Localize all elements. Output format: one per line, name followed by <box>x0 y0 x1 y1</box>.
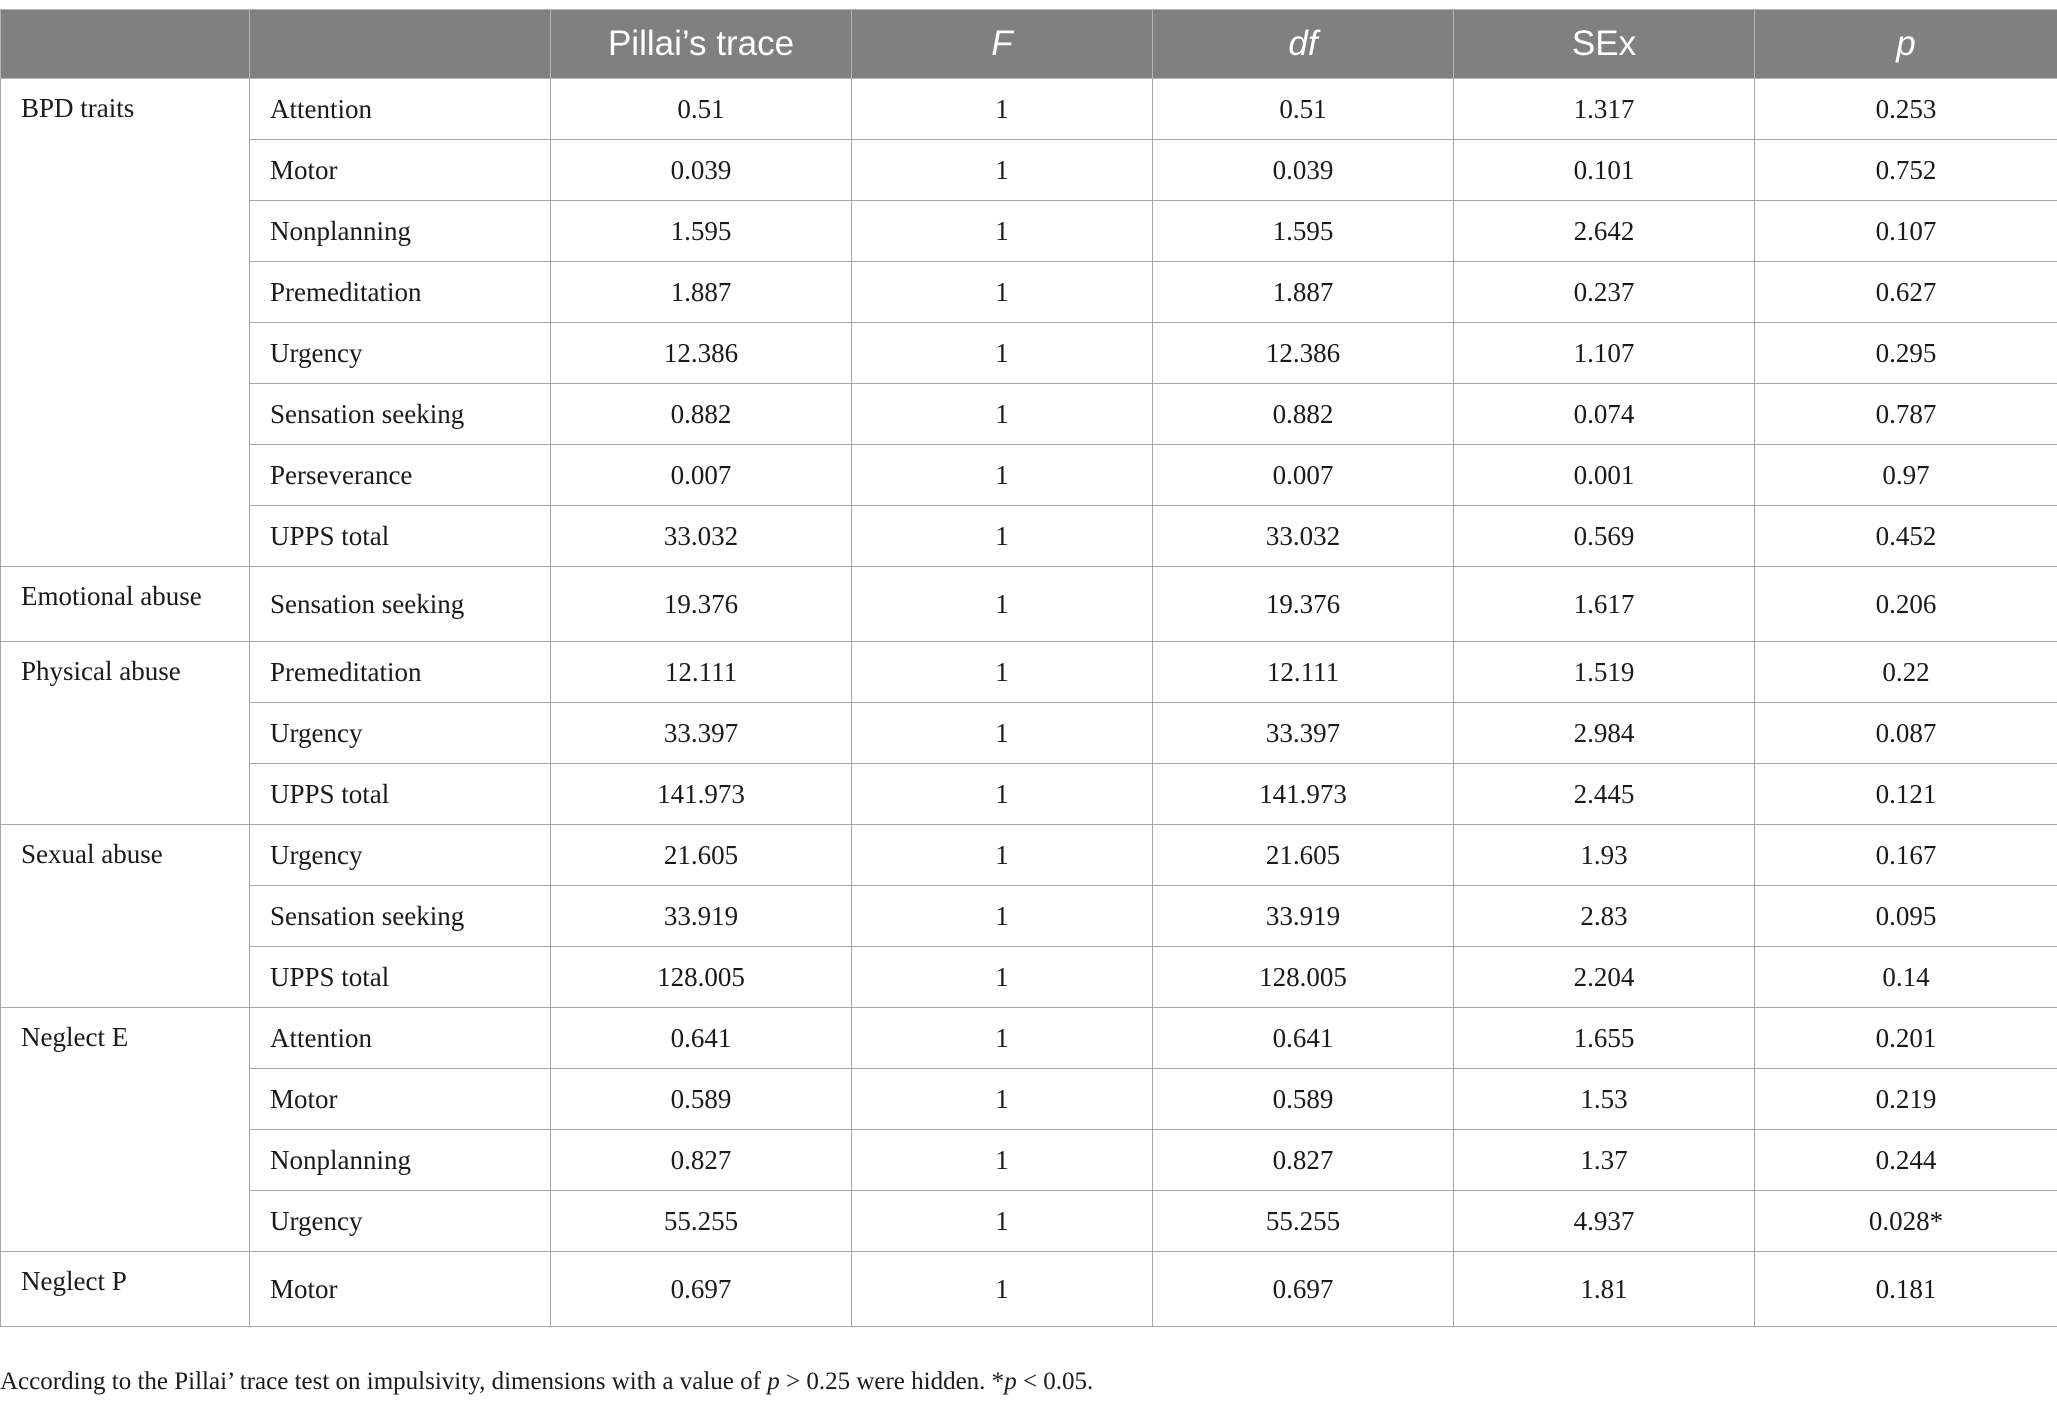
cell-dimension: Premeditation <box>250 642 551 703</box>
cell-sex: 1.107 <box>1454 323 1755 384</box>
table-row <box>1 1130 2057 1191</box>
cell-p: 0.22 <box>1755 642 2057 703</box>
cell-pillai-trace: 0.589 <box>551 1069 852 1130</box>
cell-dimension: Perseverance <box>250 445 551 506</box>
cell-sex: 2.984 <box>1454 703 1755 764</box>
cell-sex: 1.519 <box>1454 642 1755 703</box>
cell-df: 1.887 <box>1153 262 1454 323</box>
cell-dimension: Premeditation <box>250 262 551 323</box>
table-row <box>1 140 2057 201</box>
cell-pillai-trace: 0.007 <box>551 445 852 506</box>
table-footnote <box>0 1368 1093 1396</box>
cell-f: 1 <box>852 506 1153 567</box>
footnote-text-1: According to the Pillai’ trace test on impulsivity, dimensions with a value of <box>0 1368 768 1395</box>
cell-p: 0.121 <box>1755 764 2057 825</box>
table-body <box>1 79 2057 1327</box>
footnote-p-symbol-1: p <box>767 1368 780 1395</box>
cell-pillai-trace: 33.397 <box>551 703 852 764</box>
cell-f: 1 <box>852 703 1153 764</box>
cell-sex: 2.642 <box>1454 201 1755 262</box>
cell-f: 1 <box>852 1252 1153 1327</box>
cell-f: 1 <box>852 140 1153 201</box>
cell-sex: 0.001 <box>1454 445 1755 506</box>
cell-f: 1 <box>852 1008 1153 1069</box>
cell-dimension: Urgency <box>250 703 551 764</box>
cell-f: 1 <box>852 947 1153 1008</box>
cell-p: 0.201 <box>1755 1008 2057 1069</box>
cell-df: 0.697 <box>1153 1252 1454 1327</box>
cell-pillai-trace: 33.032 <box>551 506 852 567</box>
cell-dimension: Urgency <box>250 825 551 886</box>
cell-sex: 1.617 <box>1454 567 1755 642</box>
cell-f: 1 <box>852 445 1153 506</box>
cell-df: 0.827 <box>1153 1130 1454 1191</box>
cell-group: BPD traits <box>1 79 250 567</box>
cell-p: 0.087 <box>1755 703 2057 764</box>
cell-dimension: Attention <box>250 1008 551 1069</box>
table-row <box>1 262 2057 323</box>
cell-f: 1 <box>852 567 1153 642</box>
cell-dimension: Motor <box>250 1069 551 1130</box>
cell-p: 0.206 <box>1755 567 2057 642</box>
cell-p: 0.97 <box>1755 445 2057 506</box>
cell-sex: 1.655 <box>1454 1008 1755 1069</box>
cell-pillai-trace: 0.882 <box>551 384 852 445</box>
cell-df: 12.111 <box>1153 642 1454 703</box>
cell-p: 0.253 <box>1755 79 2057 140</box>
cell-dimension: UPPS total <box>250 506 551 567</box>
cell-df: 0.882 <box>1153 384 1454 445</box>
table-row <box>1 1069 2057 1130</box>
table-row <box>1 642 2057 703</box>
cell-group: Emotional abuse <box>1 567 250 642</box>
cell-sex: 0.237 <box>1454 262 1755 323</box>
table-row <box>1 1191 2057 1252</box>
table-row <box>1 506 2057 567</box>
cell-f: 1 <box>852 825 1153 886</box>
table-row <box>1 323 2057 384</box>
cell-pillai-trace: 12.111 <box>551 642 852 703</box>
table-row <box>1 886 2057 947</box>
footnote-text-2: > 0.25 were hidden. * <box>779 1368 1005 1395</box>
cell-sex: 1.317 <box>1454 79 1755 140</box>
cell-df: 19.376 <box>1153 567 1454 642</box>
cell-dimension: UPPS total <box>250 947 551 1008</box>
cell-f: 1 <box>852 384 1153 445</box>
cell-df: 33.397 <box>1153 703 1454 764</box>
cell-dimension: Urgency <box>250 323 551 384</box>
cell-pillai-trace: 21.605 <box>551 825 852 886</box>
cell-dimension: Sensation seeking <box>250 567 551 642</box>
cell-df: 33.919 <box>1153 886 1454 947</box>
cell-f: 1 <box>852 1191 1153 1252</box>
cell-pillai-trace: 0.697 <box>551 1252 852 1327</box>
cell-p: 0.627 <box>1755 262 2057 323</box>
cell-sex: 2.204 <box>1454 947 1755 1008</box>
cell-p: 0.752 <box>1755 140 2057 201</box>
cell-df: 55.255 <box>1153 1191 1454 1252</box>
cell-df: 1.595 <box>1153 201 1454 262</box>
cell-p: 0.787 <box>1755 384 2057 445</box>
cell-df: 141.973 <box>1153 764 1454 825</box>
cell-pillai-trace: 0.641 <box>551 1008 852 1069</box>
cell-pillai-trace: 0.827 <box>551 1130 852 1191</box>
cell-f: 1 <box>852 1069 1153 1130</box>
cell-sex: 4.937 <box>1454 1191 1755 1252</box>
cell-sex: 1.53 <box>1454 1069 1755 1130</box>
table-row <box>1 764 2057 825</box>
header-group <box>1 10 250 79</box>
cell-df: 0.51 <box>1153 79 1454 140</box>
table-row <box>1 1008 2057 1069</box>
cell-f: 1 <box>852 79 1153 140</box>
cell-df: 12.386 <box>1153 323 1454 384</box>
cell-f: 1 <box>852 262 1153 323</box>
cell-p: 0.295 <box>1755 323 2057 384</box>
cell-pillai-trace: 141.973 <box>551 764 852 825</box>
cell-sex: 1.81 <box>1454 1252 1755 1327</box>
cell-df: 0.589 <box>1153 1069 1454 1130</box>
cell-sex: 0.569 <box>1454 506 1755 567</box>
cell-sex: 0.101 <box>1454 140 1755 201</box>
table-header <box>1 10 2057 79</box>
cell-group: Physical abuse <box>1 642 250 825</box>
header-f: F <box>852 10 1153 79</box>
table-row <box>1 384 2057 445</box>
table-row <box>1 1252 2057 1327</box>
cell-f: 1 <box>852 886 1153 947</box>
table-row <box>1 567 2057 642</box>
cell-p: 0.14 <box>1755 947 2057 1008</box>
cell-sex: 2.445 <box>1454 764 1755 825</box>
header-row <box>1 10 2057 79</box>
cell-pillai-trace: 33.919 <box>551 886 852 947</box>
cell-dimension: Sensation seeking <box>250 384 551 445</box>
cell-dimension: Sensation seeking <box>250 886 551 947</box>
table-row <box>1 201 2057 262</box>
header-df: df <box>1153 10 1454 79</box>
cell-p: 0.244 <box>1755 1130 2057 1191</box>
cell-pillai-trace: 19.376 <box>551 567 852 642</box>
cell-dimension: Nonplanning <box>250 1130 551 1191</box>
footnote-p-symbol-2: p <box>1004 1368 1017 1395</box>
cell-dimension: Attention <box>250 79 551 140</box>
cell-p: 0.095 <box>1755 886 2057 947</box>
cell-pillai-trace: 0.51 <box>551 79 852 140</box>
cell-pillai-trace: 1.887 <box>551 262 852 323</box>
table-row <box>1 79 2057 140</box>
cell-p: 0.181 <box>1755 1252 2057 1327</box>
cell-sex: 1.37 <box>1454 1130 1755 1191</box>
cell-dimension: Urgency <box>250 1191 551 1252</box>
cell-p: 0.167 <box>1755 825 2057 886</box>
table-row <box>1 703 2057 764</box>
cell-f: 1 <box>852 1130 1153 1191</box>
cell-df: 128.005 <box>1153 947 1454 1008</box>
cell-p: 0.107 <box>1755 201 2057 262</box>
cell-pillai-trace: 55.255 <box>551 1191 852 1252</box>
cell-dimension: Motor <box>250 140 551 201</box>
cell-p: 0.028* <box>1755 1191 2057 1252</box>
cell-df: 21.605 <box>1153 825 1454 886</box>
header-p: p <box>1755 10 2057 79</box>
cell-f: 1 <box>852 642 1153 703</box>
cell-group: Sexual abuse <box>1 825 250 1008</box>
cell-pillai-trace: 128.005 <box>551 947 852 1008</box>
header-dimension <box>250 10 551 79</box>
cell-pillai-trace: 12.386 <box>551 323 852 384</box>
table-row <box>1 445 2057 506</box>
cell-pillai-trace: 0.039 <box>551 140 852 201</box>
table-row <box>1 825 2057 886</box>
cell-dimension: Nonplanning <box>250 201 551 262</box>
cell-dimension: UPPS total <box>250 764 551 825</box>
header-pillai-trace: Pillai’s trace <box>551 10 852 79</box>
cell-group: Neglect E <box>1 1008 250 1252</box>
cell-sex: 1.93 <box>1454 825 1755 886</box>
cell-df: 0.039 <box>1153 140 1454 201</box>
cell-df: 33.032 <box>1153 506 1454 567</box>
cell-df: 0.641 <box>1153 1008 1454 1069</box>
table-row <box>1 947 2057 1008</box>
cell-p: 0.219 <box>1755 1069 2057 1130</box>
footnote-text-3: < 0.05. <box>1016 1368 1094 1395</box>
cell-df: 0.007 <box>1153 445 1454 506</box>
cell-p: 0.452 <box>1755 506 2057 567</box>
cell-f: 1 <box>852 201 1153 262</box>
cell-group: Neglect P <box>1 1252 250 1327</box>
cell-sex: 2.83 <box>1454 886 1755 947</box>
cell-sex: 0.074 <box>1454 384 1755 445</box>
cell-dimension: Motor <box>250 1252 551 1327</box>
results-table <box>0 9 2057 1327</box>
cell-pillai-trace: 1.595 <box>551 201 852 262</box>
cell-f: 1 <box>852 764 1153 825</box>
cell-f: 1 <box>852 323 1153 384</box>
header-sex: SEx <box>1454 10 1755 79</box>
